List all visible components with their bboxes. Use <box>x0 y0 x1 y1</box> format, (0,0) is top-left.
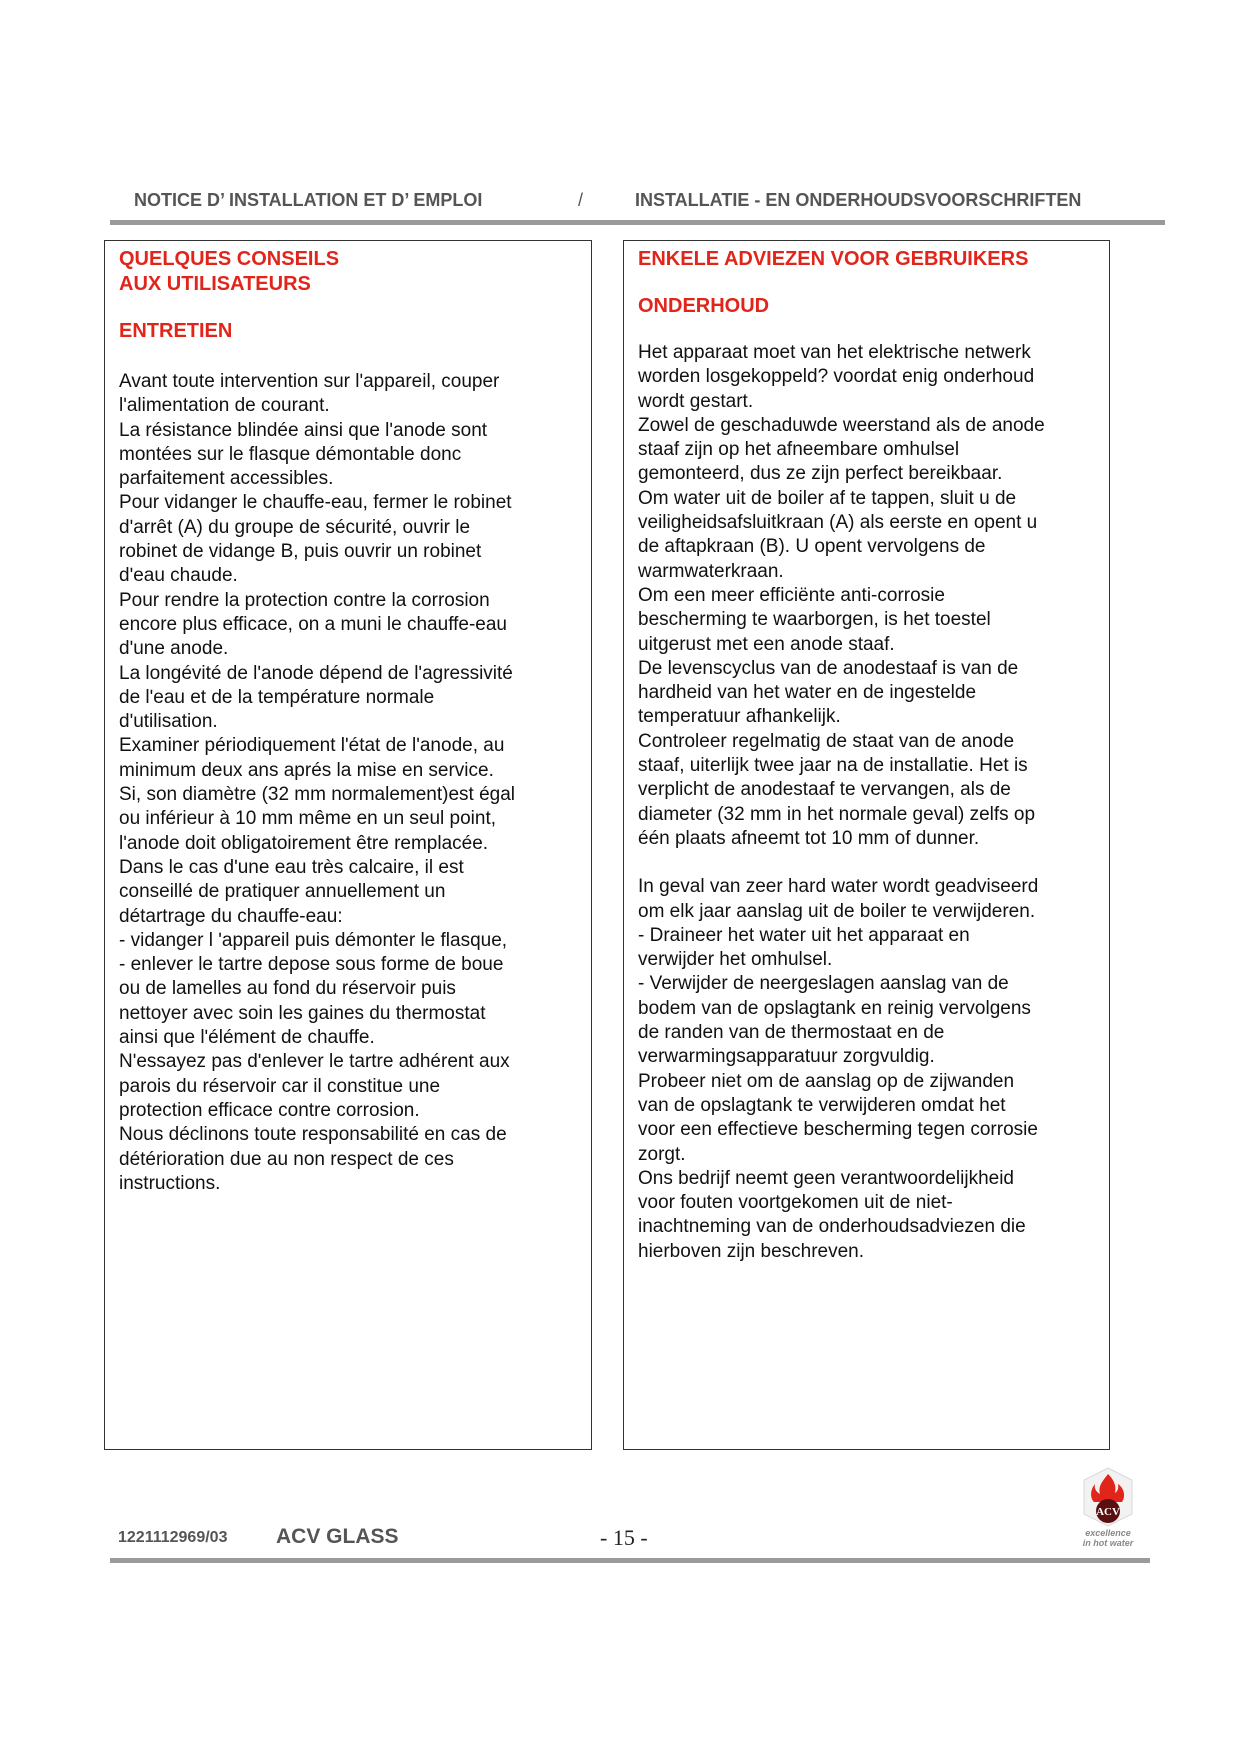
header-title-nl: INSTALLATIE - EN ONDERHOUDSVOORSCHRIFTEN <box>635 190 1082 210</box>
page-footer <box>118 1525 1168 1553</box>
nl-body-line: - Draineer het water uit het apparaat en <box>638 924 970 946</box>
nl-body-line: één plaats afneemt tot 10 mm of dunner. <box>638 827 980 849</box>
fr-body-line: de lʹeau et de la température normale <box>119 686 435 708</box>
fr-body-line: - vidanger l ʹappareil puis démonter le flasque, <box>119 929 508 951</box>
fr-body-line: lʹanode doit obligatoirement être remplacée. <box>119 832 489 854</box>
nl-body-line: gemonteerd, dus ze zijn perfect bereikbaar. <box>638 463 1003 485</box>
nl-body-line: Ons bedrijf neemt geen verantwoordelijkheid <box>638 1167 1014 1189</box>
nl-body-line: de aftapkraan (B). U opent vervolgens de <box>638 536 986 558</box>
nl-body-line: voor fouten voortgekomen uit de niet- <box>638 1192 953 1214</box>
fr-body-line: dʹeau chaude. <box>119 565 238 587</box>
fr-body-line: instructions. <box>119 1172 221 1194</box>
nl-body-line: uitgerust met een anode staaf. <box>638 633 895 655</box>
nl-body-line: warmwaterkraan. <box>638 560 784 582</box>
fr-body-line: encore plus efficace, on a muni le chauffe-eau <box>119 613 507 635</box>
nl-body-line: Zowel de geschaduwde weerstand als de anode <box>638 414 1045 436</box>
nl-body-line: hierboven zijn beschreven. <box>638 1240 865 1262</box>
nl-body-line: veiligheidsafsluitkraan (A) als eerste en opent u <box>638 512 1038 534</box>
nl-body-line: wordt gestart. <box>638 390 754 412</box>
fr-body-line: minimum deux ans aprés la mise en service. <box>119 759 494 781</box>
nl-body-line: bodem van de opslagtank en reinig vervolgens <box>638 997 1031 1019</box>
fr-body-line: dʹutilisation. <box>119 711 218 733</box>
footer-rule <box>110 1558 1150 1563</box>
fr-body-line: Si, son diamètre (32 mm normalement)est égal <box>119 784 515 806</box>
fr-body-line: Pour rendre la protection contre la corrosion <box>119 589 490 611</box>
fr-body-line: Dans le cas dʹune eau très calcaire, il est <box>119 856 464 878</box>
nl-body-line: inachtneming van de onderhoudsadviezen die <box>638 1216 1026 1238</box>
nl-body-line: de randen van de thermostaat en de <box>638 1022 945 1044</box>
nl-body-line: om elk jaar aanslag uit de boiler te verwijderen. <box>638 900 1036 922</box>
header-separator: / <box>578 190 584 210</box>
fr-body-line: nettoyer avec soin les gaines du thermostat <box>119 1002 486 1024</box>
nl-body-line: zorgt. <box>638 1143 686 1165</box>
nl-body-line: worden losgekoppeld? voordat enig onderhoud <box>638 366 1035 388</box>
nl-body-line: hardheid van het water en de ingestelde <box>638 682 977 704</box>
logo-tagline-2: in hot water <box>1082 1538 1134 1548</box>
fr-body-line: parfaitement accessibles. <box>119 468 334 490</box>
header-title-fr: NOTICE D’ INSTALLATION ET D’ EMPLOI <box>134 190 483 210</box>
fr-body-line: robinet de vidange B, puis ouvrir un robinet <box>119 541 482 563</box>
fr-title-line-2: AUX UTILISATEURS <box>119 273 311 295</box>
logo-brand-text: ACV <box>1096 1506 1120 1518</box>
panel-french <box>104 240 592 1450</box>
nl-body-line: staaf zijn op het afneembare omhulsel <box>638 439 960 461</box>
fr-body-line: détartrage du chauffe-eau: <box>119 905 343 927</box>
nl-body-line: bescherming te waarborgen, is het toestel <box>638 609 991 631</box>
fr-body-line: Nous déclinons toute responsabilité en cas de <box>119 1124 507 1146</box>
fr-body-line: montées sur le flasque démontable donc <box>119 443 462 465</box>
page-header <box>110 188 1160 216</box>
fr-body-line: conseillé de pratiquer annuellement un <box>119 881 446 903</box>
fr-title-line-1: QUELQUES CONSEILS <box>119 248 340 270</box>
nl-body-line: In geval van zeer hard water wordt geadviseerd <box>638 876 1039 898</box>
fr-body-line: ainsi que lʹélément de chauffe. <box>119 1027 375 1049</box>
fr-body-line: ou de lamelles au fond du réservoir puis <box>119 978 456 1000</box>
nl-title: ENKELE ADVIEZEN VOOR GEBRUIKERS <box>638 248 1029 270</box>
fr-body-line: - enlever le tartre depose sous forme de boue <box>119 954 504 976</box>
nl-body-line: De levenscyclus van de anodestaaf is van de <box>638 657 1019 679</box>
fr-body-line: Pour vidanger le chauffe-eau, fermer le robinet <box>119 492 512 514</box>
nl-body-line: verwarmingsapparatuur zorgvuldig. <box>638 1046 935 1068</box>
fr-body-line: Examiner périodiquement lʹétat de lʹanode, au <box>119 735 505 757</box>
fr-body-line: dʹarrêt (A) du groupe de sécurité, ouvrir le <box>119 516 471 538</box>
nl-body-line: Het apparaat moet van het elektrische netwerk <box>638 342 1031 363</box>
nl-body-line: - Verwijder de neergeslagen aanslag van de <box>638 973 1009 995</box>
fr-body-line: La résistance blindée ainsi que lʹanode sont <box>119 419 488 441</box>
page-number: - 15 - <box>600 1525 648 1550</box>
fr-body-line: lʹalimentation de courant. <box>119 395 330 417</box>
fr-body-line: Nʹessayez pas dʹenlever le tartre adhérent aux <box>119 1051 510 1073</box>
nl-body-line: temperatuur afhankelijk. <box>638 706 841 728</box>
nl-body-line: verwijder het omhulsel. <box>638 949 833 971</box>
nl-body-line: voor een effectieve bescherming tegen corrosie <box>638 1119 1038 1141</box>
fr-body-text <box>119 370 577 1196</box>
fr-body-line: détérioration due au non respect de ces <box>119 1148 454 1170</box>
logo-tagline-1: excellence <box>1085 1528 1131 1538</box>
fr-body-line: parois du réservoir car il constitue une <box>119 1075 441 1097</box>
fr-body-line: La longévité de lʹanode dépend de lʹagressivité <box>119 662 513 684</box>
acv-logo-icon <box>1078 1466 1138 1528</box>
fr-section-title: ENTRETIEN <box>119 320 233 342</box>
fr-body-line: Avant toute intervention sur lʹappareil, couper <box>119 371 500 392</box>
nl-body-line: diameter (32 mm in het normale geval) zelfs op <box>638 803 1036 825</box>
nl-section-title: ONDERHOUD <box>638 295 770 317</box>
fr-body-line: protection efficace contre corrosion. <box>119 1099 420 1121</box>
nl-body-text-a <box>638 341 1095 851</box>
product-name: ACV GLASS <box>276 1525 399 1548</box>
fr-body-line: dʹune anode. <box>119 638 229 660</box>
nl-body-line: Probeer niet om de aanslag op de zijwanden <box>638 1070 1015 1092</box>
document-code: 1221112969/03 <box>118 1529 228 1546</box>
nl-body-line: Om een meer efficiënte anti-corrosie <box>638 584 945 606</box>
nl-body-line: staaf, uiterlijk twee jaar na de installatie. Het is <box>638 755 1028 777</box>
nl-body-line: verplicht de anodestaaf te vervangen, als de <box>638 779 1011 801</box>
panel-dutch <box>623 240 1110 1450</box>
nl-body-line: Om water uit de boiler af te tappen, sluit u de <box>638 487 1017 509</box>
header-rule <box>110 220 1165 225</box>
fr-body-line: ou inférieur à 10 mm même en un seul point, <box>119 808 497 830</box>
nl-body-text-b <box>638 875 1095 1264</box>
nl-body-line: van de opslagtank te verwijderen omdat het <box>638 1094 1006 1116</box>
nl-body-line: Controleer regelmatig de staat van de anode <box>638 730 1015 752</box>
